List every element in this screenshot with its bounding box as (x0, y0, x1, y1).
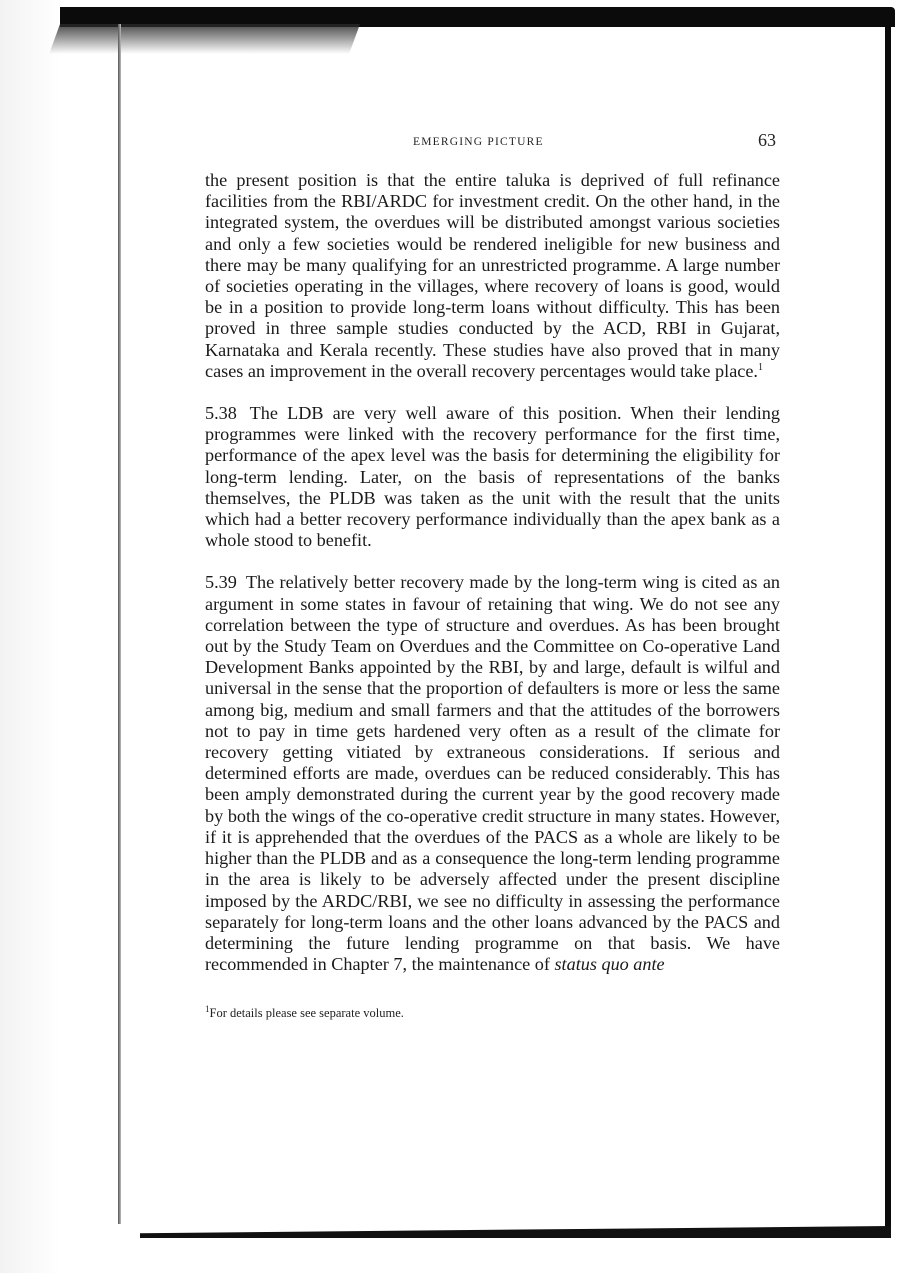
paragraph-5-38 (205, 403, 780, 551)
paragraph-number: 5.39 (205, 572, 237, 593)
book-page (205, 130, 780, 1021)
body-text (205, 170, 780, 975)
scan-top-shadow (49, 24, 360, 54)
paragraph-5-39 (205, 572, 780, 975)
paragraph-continued (205, 170, 780, 382)
paragraph-text: the present position is that the entire taluka is deprived of full refinance facilities from the RBI/ARDC for investment credit. On the other hand, in the integrated system, the overdues will be distributed amongst various societies and only a few societies would be rendered ineligible for new business and there may be many qualifying for an unrestricted programme. A large number of societies operating in the villages, where recovery of loans is good, would be in a position to provide long-term loans without difficulty. This has been proved in three sample studies conducted by the ACD, RBI in Gujarat, Karnataka and Kerala recently. These studies have also proved that in many cases an improvement in the overall recovery percentages would take place. (205, 170, 780, 381)
paragraph-text: The LDB are very well aware of this position. When their lending programmes were linked with the recovery performance for the first time, performance of the apex level was the basis for determining the eligibility for long-term lending. Later, on the basis of representations of the banks themselves, the PLDB was taken as the unit with the result that the units which had a better recovery performance individually than the apex bank as a whole stood to benefit. (205, 403, 780, 551)
running-head-title: EMERGING PICTURE (413, 136, 544, 148)
paragraph-text: The relatively better recovery made by the long-term wing is cited as an argument in some states in favour of retaining that wing. We do not see any correlation between the type of structure and overdues. As has been brought out by the Study Team on Overdues and the Committee on Co-operative Land Development Banks appointed by the RBI, by and large, default is wilful and universal in the sense that the proportion of defaulters is more or less the same among big, medium and small farmers and that the attitudes of the borrowers not to pay in time gets hardened very often as a result of the climate for recovery getting vitiated by extraneous considerations. If serious and determined efforts are made, overdues can be reduced considerably. This has been amply demonstrated during the current year by the good recovery made by both the wings of the co-operative credit structure in many states. However, if it is apprehended that the overdues of the PACS as a whole are likely to be higher than the PLDB and as a consequence the long-term lending programme in the area is likely to be adversely affected under the present discipline imposed by the ARDC/RBI, we see no difficulty in assessing the performance separately for long-term loans and the other loans advanced by the PACS and determining the future lending programme on that basis. We have recommended in Chapter 7, the maintenance of (205, 572, 780, 975)
footnote-text: For details please see separate volume. (209, 1006, 404, 1021)
scan-binding-edge (118, 24, 121, 1224)
footnote-reference: 1 (757, 361, 763, 373)
footnote-marker: 1 (205, 1004, 210, 1015)
scan-bottom-edge (140, 1226, 891, 1238)
italic-phrase: status quo ante (554, 954, 665, 975)
paragraph-number: 5.38 (205, 403, 237, 424)
running-head (205, 130, 780, 154)
footnote (205, 1005, 780, 1021)
page-number: 63 (758, 130, 776, 150)
scan-left-margin (0, 0, 60, 1273)
scan-right-edge (885, 7, 891, 1237)
